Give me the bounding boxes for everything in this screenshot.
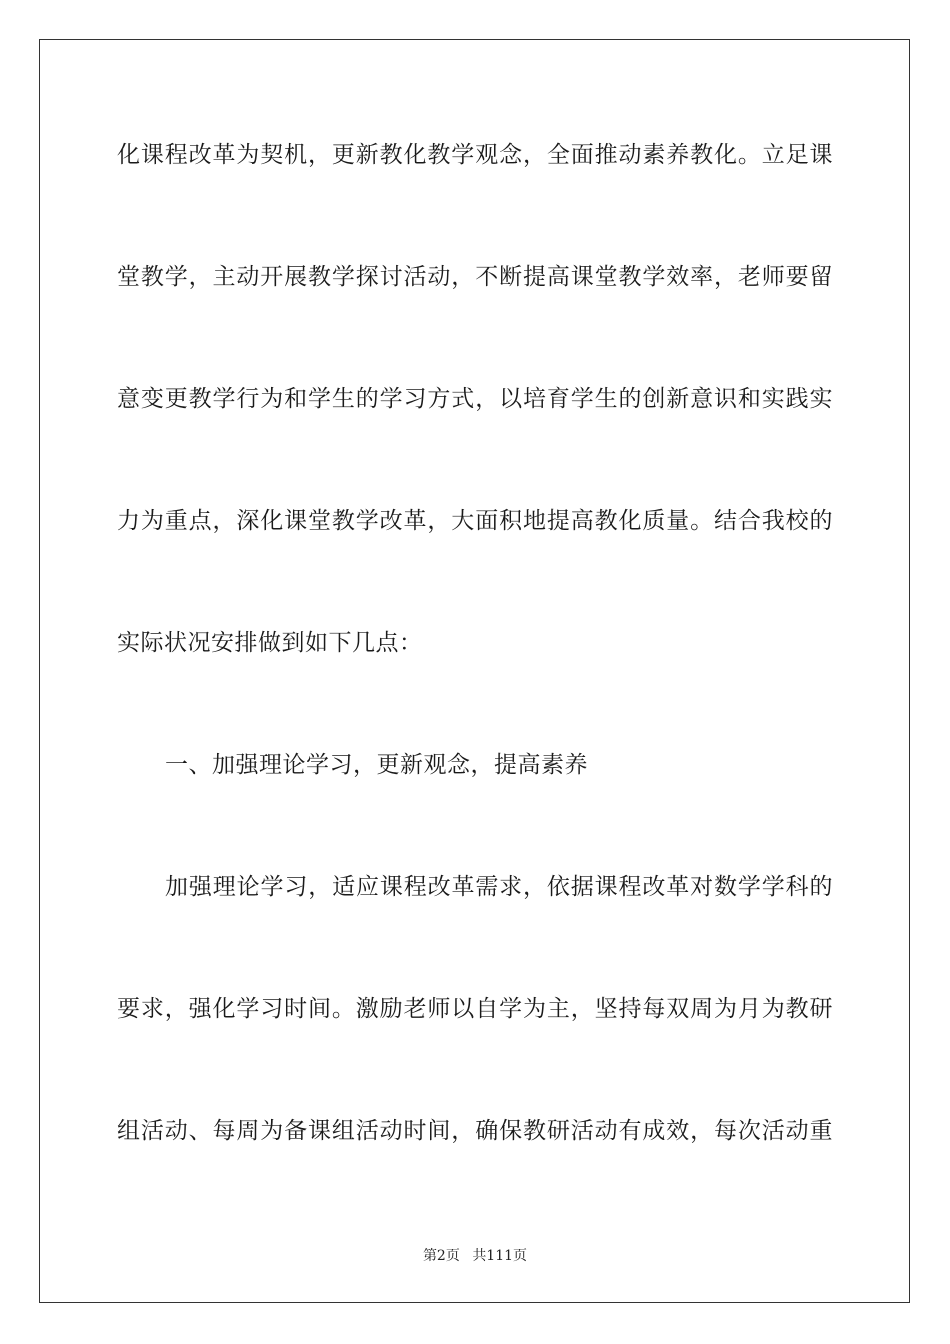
- body-line-3: 意变更教学行为和学生的学习方式，以培育学生的创新意识和实践实: [117, 386, 833, 412]
- body-line-5: 实际状况安排做到如下几点：: [117, 630, 423, 656]
- page-footer: [0, 1247, 950, 1265]
- body-line-8: 要求，强化学习时间。激励老师以自学为主，坚持每双周为月为教研: [117, 996, 833, 1022]
- page-frame: [39, 39, 910, 1303]
- body-line-7: 加强理论学习，适应课程改革需求，依据课程改革对数学学科的: [165, 874, 833, 900]
- section-heading: 一、加强理论学习，更新观念，提高素养: [165, 752, 588, 778]
- body-line-1: 化课程改革为契机，更新教化教学观念，全面推动素养教化。立足课: [117, 142, 833, 168]
- body-line-2: 堂教学，主动开展教学探讨活动，不断提高课堂教学效率，老师要留: [117, 264, 833, 290]
- body-line-9: 组活动、每周为备课组活动时间，确保教研活动有成效，每次活动重: [117, 1118, 833, 1144]
- page-number-total: 共111页: [472, 1248, 528, 1264]
- body-line-4: 力为重点，深化课堂教学改革，大面积地提高教化质量。结合我校的: [117, 508, 833, 534]
- page-number-current: 第2页: [422, 1248, 460, 1264]
